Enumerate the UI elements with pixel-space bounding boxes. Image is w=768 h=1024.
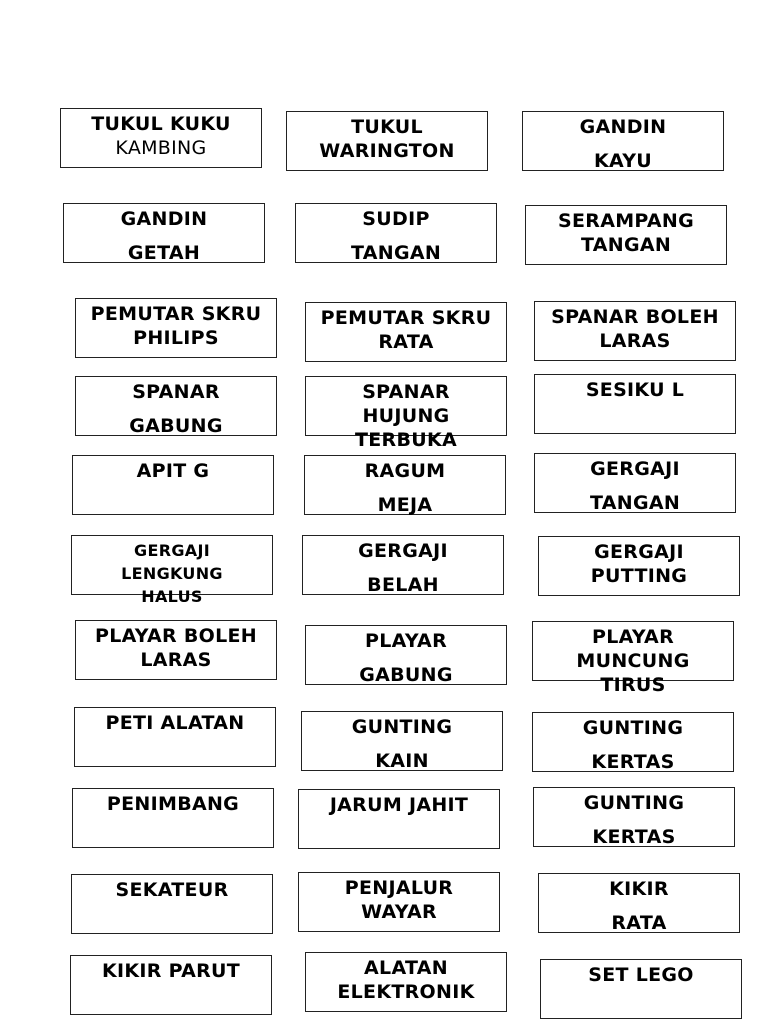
label-card	[298, 789, 500, 849]
card-line: GANDIN	[579, 116, 667, 138]
label-card	[525, 205, 727, 265]
card-line: KAMBING	[115, 137, 207, 159]
card-line: RATA	[378, 331, 434, 353]
card-line: RATA	[611, 912, 667, 934]
label-card	[75, 376, 277, 436]
card-line: GUNTING	[583, 792, 685, 814]
card-line: SPANAR	[132, 381, 220, 403]
label-card	[305, 625, 507, 685]
label-card	[532, 621, 734, 696]
card-line: LARAS	[599, 330, 671, 352]
label-card	[302, 535, 504, 595]
card-line: TUKUL KUKU	[91, 113, 231, 135]
label-card	[74, 707, 276, 767]
label-card	[534, 301, 736, 361]
card-line: JARUM JAHIT	[329, 794, 469, 816]
label-card	[295, 203, 497, 263]
card-line: PENIMBANG	[106, 793, 240, 815]
card-line: MUNCUNG	[576, 650, 690, 672]
label-card	[304, 455, 506, 515]
label-card	[60, 108, 262, 168]
card-line: TIRUS	[600, 674, 666, 696]
label-card	[75, 298, 277, 358]
card-line: SPANAR BOLEH	[551, 306, 719, 328]
card-line: KIKIR PARUT	[101, 960, 241, 982]
card-line: GUNTING	[351, 716, 453, 738]
card-line: HUJUNG	[362, 405, 450, 427]
label-card	[305, 302, 507, 362]
card-line: GETAH	[127, 242, 201, 264]
card-line: APIT G	[136, 460, 210, 482]
card-line: LARAS	[140, 649, 212, 671]
card-line: SET LEGO	[588, 964, 694, 986]
card-line: ELEKTRONIK	[337, 981, 475, 1003]
card-line: PLAYAR	[592, 626, 674, 648]
label-card	[540, 959, 742, 1019]
card-line: GERGAJI	[358, 540, 448, 562]
card-line: PETI ALATAN	[105, 712, 245, 734]
card-line: PLAYAR	[365, 630, 447, 652]
label-card	[298, 872, 500, 932]
card-line: SESIKU L	[585, 379, 685, 401]
label-card	[532, 712, 734, 772]
card-line: ALATAN	[364, 957, 448, 979]
card-line: PLAYAR BOLEH	[94, 625, 258, 647]
card-line: GERGAJI	[134, 541, 210, 560]
label-card	[72, 455, 274, 515]
label-card	[538, 536, 740, 596]
card-line: KAYU	[594, 150, 652, 172]
card-line: TANGAN	[350, 242, 442, 264]
label-card	[72, 788, 274, 848]
card-line: PUTTING	[590, 565, 688, 587]
card-line: GANDIN	[120, 208, 208, 230]
label-card	[534, 453, 736, 513]
card-line: HALUS	[141, 587, 203, 606]
card-line: WAYAR	[361, 901, 437, 923]
card-line: GERGAJI	[594, 541, 684, 563]
card-line: TANGAN	[589, 492, 681, 514]
label-card	[63, 203, 265, 263]
card-line: PENJALUR	[344, 877, 454, 899]
card-line: KIKIR	[609, 878, 669, 900]
label-card	[70, 955, 272, 1015]
card-line: TERBUKA	[354, 429, 457, 451]
label-card	[522, 111, 724, 171]
card-line: KERTAS	[591, 751, 675, 773]
card-line: MEJA	[377, 494, 433, 516]
card-line: WARINGTON	[319, 140, 455, 162]
card-line: TANGAN	[580, 234, 672, 256]
label-card	[305, 376, 507, 451]
label-card	[71, 874, 273, 934]
card-line: TUKUL	[351, 116, 423, 138]
card-line: SERAMPANG	[558, 210, 694, 232]
label-card	[534, 374, 736, 434]
label-card	[71, 535, 273, 606]
card-line: SEKATEUR	[115, 879, 229, 901]
card-line: GERGAJI	[590, 458, 680, 480]
label-card	[301, 711, 503, 771]
card-line: KERTAS	[592, 826, 676, 848]
card-line: LENGKUNG	[121, 564, 223, 583]
card-line: PHILIPS	[133, 327, 219, 349]
card-line: PEMUTAR SKRU	[320, 307, 492, 329]
label-card	[538, 873, 740, 933]
card-line: KAIN	[375, 750, 429, 772]
card-line: GABUNG	[129, 415, 223, 437]
label-card	[305, 952, 507, 1012]
label-card	[75, 620, 277, 680]
card-line: BELAH	[367, 574, 439, 596]
card-line: GABUNG	[359, 664, 453, 686]
label-card	[286, 111, 488, 171]
card-line: GUNTING	[582, 717, 684, 739]
label-card	[533, 787, 735, 847]
card-line: RAGUM	[364, 460, 446, 482]
card-line: SUDIP	[362, 208, 430, 230]
card-line: PEMUTAR SKRU	[90, 303, 262, 325]
card-line: SPANAR	[362, 381, 450, 403]
